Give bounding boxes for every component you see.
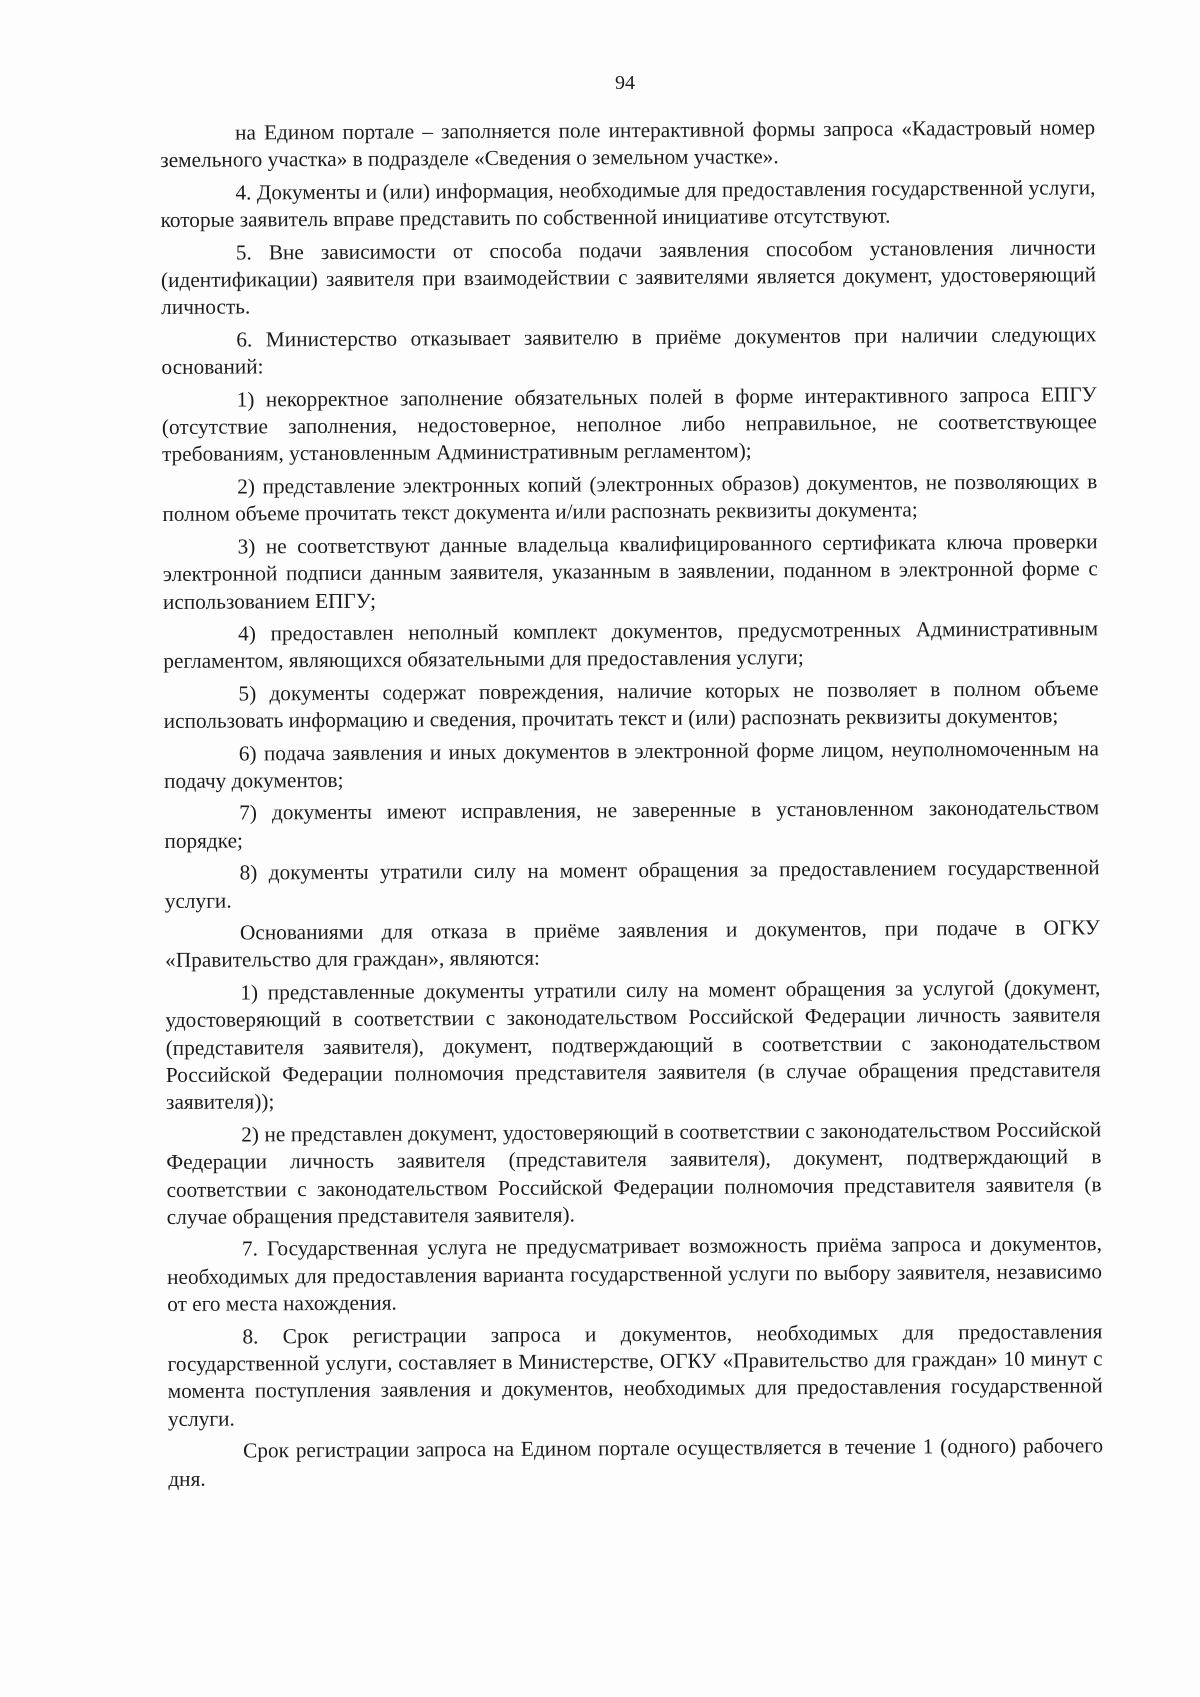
list-item: 8) документы утратили силу на момент обращения за предоставлением государственной услуги. bbox=[164, 855, 1100, 913]
page-number: 94 bbox=[615, 72, 635, 94]
list-item: 5) документы содержат повреждения, наличие которых не позволяет в полном объеме использовать информацию и сведения, прочитать текст и (или) распознать реквизиты документов; bbox=[163, 675, 1099, 734]
list-item: 6) подача заявления и иных документов в электронной форме лицом, неуполномоченным на подачу документов; bbox=[163, 735, 1099, 793]
document-body bbox=[160, 114, 1103, 1493]
paragraph: 6. Министерство отказывает заявителю в приёме документов при наличии следующих оснований: bbox=[161, 322, 1097, 380]
paragraph: на Едином портале – заполняется поле интерактивной формы запроса «Кадастровый номер земельного участка» в подразделе «Сведения о земельном участке». bbox=[160, 115, 1096, 173]
list-item: 1) представленные документы утратили силу на момент обращения за услугой (документ, удостоверяющий в соответствии с законодательством Российской Федерации личность заявителя (представителя заявителя), документ, подтверждающий в соответствии с законодательством Российской Федерации полномочия представителя заявителя (в случае обращения представителя заявителя)); bbox=[165, 975, 1101, 1115]
list-item: 4) предоставлен неполный комплект документов, предусмотренных Административным регламентом, являющихся обязательными для предоставления услуги; bbox=[163, 616, 1099, 674]
paragraph: 8. Срок регистрации запроса и документов, необходимых для предоставления государственной услуги, составляет в Министерстве, ОГКУ «Правительство для граждан» 10 минут с момента поступления заявления и документов, необходимых для предоставления государственной услуги. bbox=[167, 1318, 1103, 1431]
list-item: 1) некорректное заполнение обязательных полей в форме интерактивного запроса ЕПГУ (отсутствие заполнения, недостоверное, неполное либо неправильное, не соответствующее требованиям, установленным Административным регламентом); bbox=[161, 381, 1097, 467]
list-item: 7) документы имеют исправления, не заверенные в установленном законодательством порядке; bbox=[164, 795, 1100, 853]
paragraph: 7. Государственная услуга не предусматривает возможность приёма запроса и документов, необходимых для предоставления варианта государственной услуги по выбору заявителя, независимо от его места нахождения. bbox=[166, 1231, 1103, 1317]
paragraph: Срок регистрации запроса на Едином портале осуществляется в течение 1 (одного) рабочего дня. bbox=[168, 1433, 1104, 1491]
list-item: 2) представление электронных копий (электронных образов) документов, не позволяющих в полном объеме прочитать текст документа и/или распознать реквизиты документа; bbox=[162, 469, 1098, 527]
list-item: 3) не соответствуют данные владельца квалифицированного сертификата ключа проверки электронной подписи данным заявителя, указанным в заявлении, поданном в электронной форме с использованием ЕПГУ; bbox=[162, 528, 1098, 614]
list-item: 2) не представлен документ, удостоверяющий в соответствии с законодательством Российской Федерации личность заявителя (представителя заявителя), документ, подтверждающий в соответствии с законодательством Российской Федерации полномочия представителя заявителя (в случае обращения представителя заявителя). bbox=[166, 1117, 1102, 1230]
paragraph: Основаниями для отказа в приёме заявления и документов, при подаче в ОГКУ «Правительство для граждан», являются: bbox=[165, 915, 1101, 973]
paragraph: 5. Вне зависимости от способа подачи заявления способом установления личности (идентификации) заявителя при взаимодействии с заявителями является документ, удостоверяющий личность. bbox=[160, 234, 1097, 320]
paragraph: 4. Документы и (или) информация, необходимые для предоставления государственной услуги, которые заявитель вправе представить по собственной инициативе отсутствуют. bbox=[160, 175, 1096, 233]
